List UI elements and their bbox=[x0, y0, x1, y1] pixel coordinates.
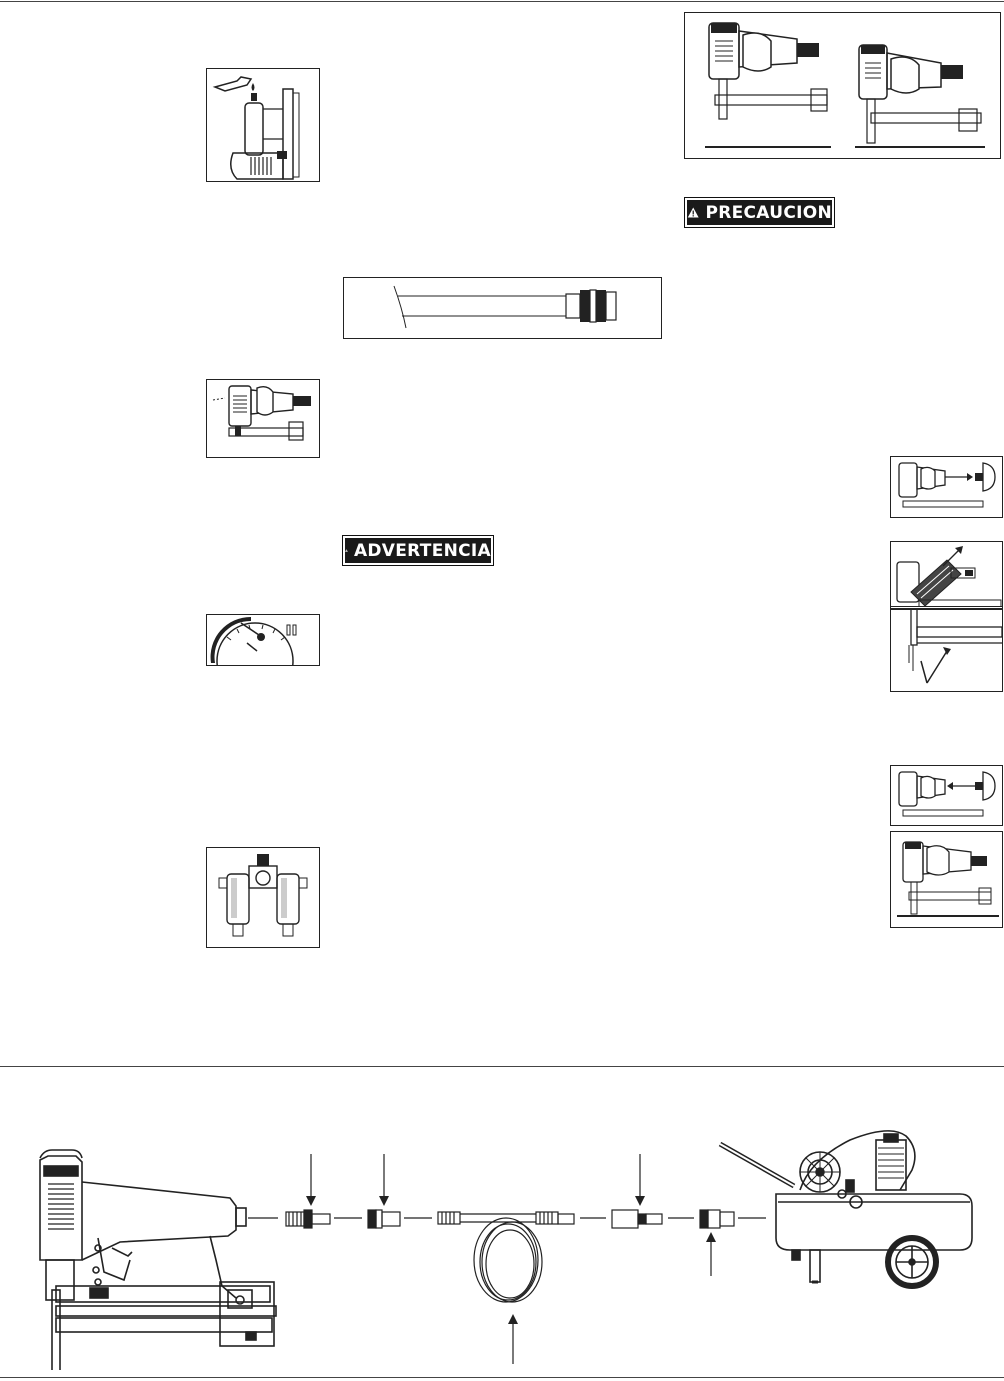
top-rule bbox=[0, 1, 1004, 2]
nailer-hand-on-surface-figure bbox=[684, 12, 1001, 159]
air-hose-coupler-figure bbox=[343, 277, 662, 339]
disconnect-air-figure bbox=[890, 456, 1003, 518]
bottom-rule bbox=[0, 1377, 1004, 1378]
oil-drop-figure bbox=[206, 68, 320, 182]
advertencia-warning-badge bbox=[342, 535, 494, 566]
precaucion-label: PRECAUCION bbox=[705, 202, 832, 223]
precaucion-warning-badge bbox=[684, 197, 835, 228]
filter-regulator-lubricator-figure bbox=[206, 847, 320, 948]
nailer-ready-figure bbox=[890, 831, 1003, 928]
pressure-gauge-figure bbox=[206, 614, 320, 666]
advertencia-label: ADVERTENCIA bbox=[353, 540, 491, 561]
section-rule bbox=[0, 1066, 1004, 1067]
warning-triangle-icon bbox=[345, 543, 348, 558]
connect-air-figure bbox=[890, 765, 1003, 826]
air-supply-system-diagram bbox=[0, 1110, 1004, 1370]
nailer-hand-grip-figure bbox=[206, 379, 320, 458]
nose-jam-figure bbox=[890, 606, 1003, 692]
warning-triangle-icon bbox=[687, 205, 699, 220]
